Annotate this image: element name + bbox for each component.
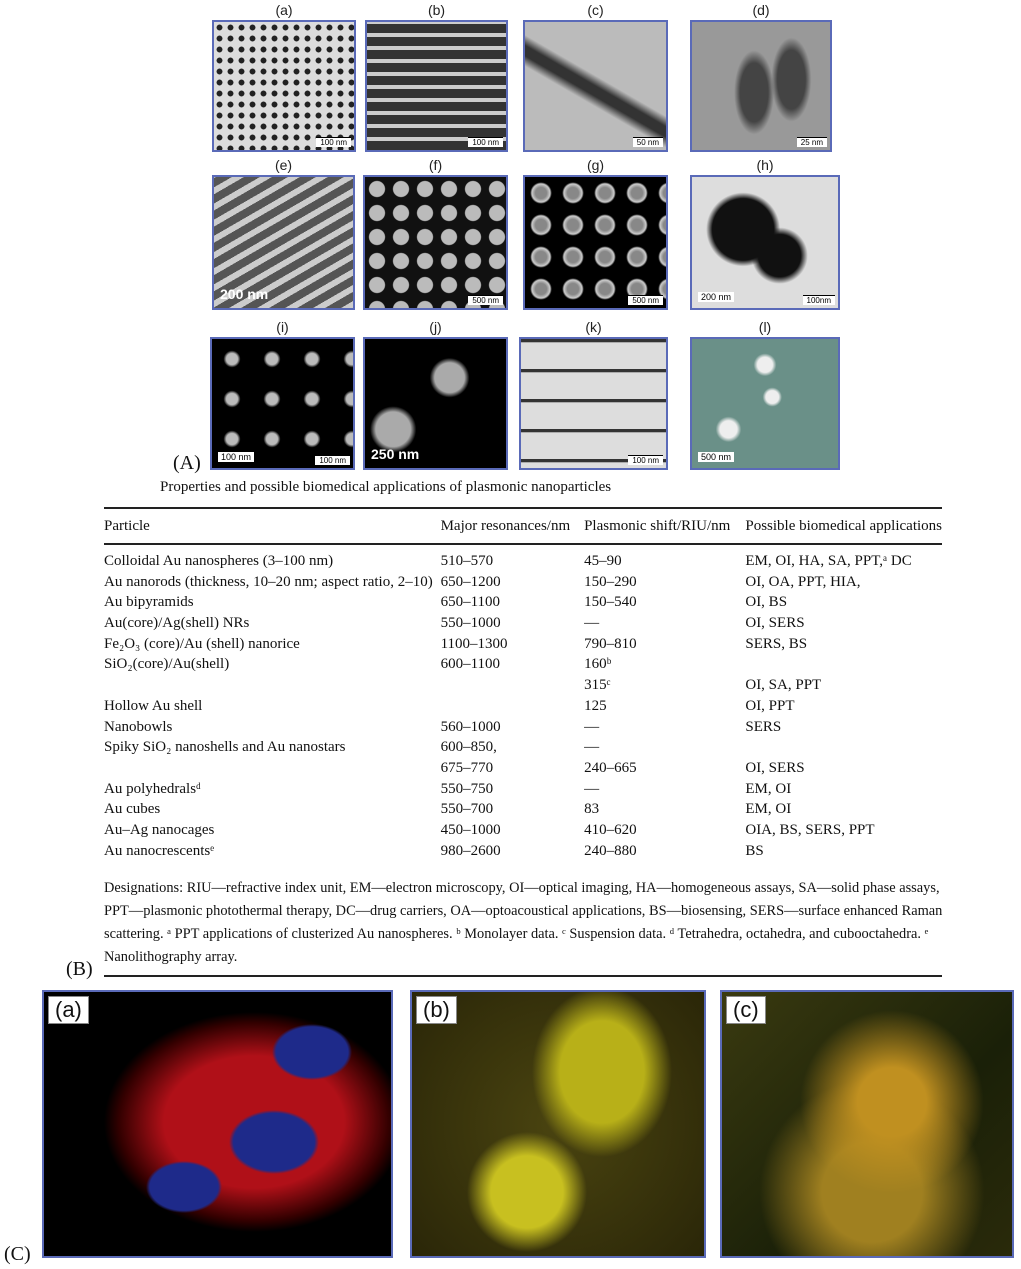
table-cell: 600–1100: [440, 656, 501, 673]
nanoparticle-micrograph: [523, 20, 668, 152]
table-cell: 315ᶜ: [584, 677, 611, 694]
table-cell: Au(core)/Ag(shell) NRs: [104, 615, 250, 632]
panel-a-sublabel: (f): [428, 157, 443, 173]
header-shift: Plasmonic shift/RIU/nm: [584, 508, 745, 544]
table-footnote: Designations: RIU—refractive index unit, EM—electron microscopy, OI—optical imaging, HA—homogeneous assays, SA—solid phase assays, PPT—plasmonic photothermal therapy, DC—drug carriers, OA—optoacoustical applications, BS—biosensing, SERS—surface enhanced Raman scattering. ᵃ PPT applications of clusterized Au nanospheres. ᵇ Monolayer data. ᶜ Suspension data. ᵈ Tetrahedra, octahedra, and cubooctahedra. ᵉ Nanolithography array.: [104, 880, 943, 965]
table-row: [104, 698, 942, 719]
table-cell: 1100–1300: [440, 635, 508, 652]
table-cell: [104, 760, 441, 781]
table-cell: 410–620: [584, 821, 637, 838]
panel-a-sublabel: (i): [276, 319, 289, 335]
table-row: [104, 636, 942, 657]
table-cell: [745, 739, 942, 760]
panel-c-label: (C): [4, 1243, 31, 1265]
table-cell: 790–810: [584, 635, 637, 652]
nanoparticle-micrograph: [690, 20, 832, 152]
nanoparticle-micrograph: [363, 337, 508, 470]
panel-a-sublabel: (a): [275, 2, 293, 18]
table-cell: OI, SERS: [745, 759, 805, 776]
table-bottom-rule: [104, 975, 942, 977]
table-cell: 550–750: [440, 780, 494, 797]
table-cell: 150–540: [584, 594, 637, 611]
table-cell: 600–850,: [440, 739, 497, 756]
nanoparticle-micrograph: [365, 20, 508, 152]
table-cell: EM, OI: [745, 801, 792, 818]
table-row: [104, 739, 942, 760]
panel-a-sublabel: (b): [427, 2, 446, 18]
table-cell: Au cubes: [104, 801, 161, 818]
panel-a-sublabel: (k): [585, 319, 602, 335]
table-cell: 650–1200: [440, 573, 501, 590]
table-cell: 240–665: [584, 759, 637, 776]
table-cell: Au–Ag nanocages: [104, 821, 215, 838]
table-cell: Hollow Au shell: [104, 697, 203, 714]
nanoparticle-micrograph: [212, 175, 355, 310]
table-cell: 160ᵇ: [584, 656, 612, 673]
scale-bar-label: 100 nm: [628, 455, 663, 465]
scale-bar-label: 200 nm: [698, 292, 734, 302]
table-cell: OI, SA, PPT: [745, 677, 822, 694]
darkfield-image-b: [410, 990, 706, 1258]
header-applications: Possible biomedical applications: [745, 508, 942, 544]
table-cell: 450–1000: [440, 821, 501, 838]
panel-a-sublabel: (g): [586, 157, 605, 173]
table-row: [104, 843, 942, 864]
nanoparticle-micrograph: [523, 175, 668, 310]
table-cell: [441, 698, 584, 719]
table-row: [104, 574, 942, 595]
table-cell: 550–700: [440, 801, 494, 818]
inset-scale-bar-label: 100 nm: [315, 455, 350, 465]
table-cell: Au nanocrescentsᵉ: [104, 842, 215, 859]
header-resonances: Major resonances/nm: [441, 508, 584, 544]
panel-c-c-label: (c): [726, 996, 766, 1024]
table-cell: SERS: [745, 718, 782, 735]
scale-bar-label: 500 nm: [628, 295, 663, 305]
table-cell: 650–1100: [440, 594, 501, 611]
panel-a-sublabel: (e): [274, 157, 293, 173]
table-cell: 83: [584, 801, 600, 818]
table-cell: Au polyhedralsᵈ: [104, 780, 201, 797]
table-cell: [104, 677, 441, 698]
table-cell: —: [584, 739, 600, 756]
table-row: [104, 781, 942, 802]
table-cell: SERS, BS: [745, 635, 808, 652]
scale-bar-label: 200 nm: [220, 286, 269, 302]
table-cell: 45–90: [584, 553, 622, 569]
properties-table: [104, 507, 942, 863]
header-particle: Particle: [104, 508, 441, 544]
table-cell: OI, SERS: [745, 615, 805, 632]
table-cell: [745, 656, 942, 677]
table-cell: BS: [745, 842, 764, 859]
panel-c-b-label: (b): [416, 996, 457, 1024]
table-cell: OI, BS: [745, 594, 788, 611]
scale-bar-label: 500 nm: [698, 452, 734, 462]
table-cell: OI, OA, PPT, HIA,: [745, 573, 861, 590]
table-cell: —: [584, 780, 600, 797]
table-row: [104, 801, 942, 822]
nanoparticle-micrograph: [690, 175, 840, 310]
nanoparticle-micrograph: [210, 337, 355, 470]
table-title: Properties and possible biomedical applications of plasmonic nanoparticles: [160, 479, 612, 495]
table-row: [104, 553, 942, 574]
table-cell: SiO₂(core)/Au(shell): [104, 656, 230, 673]
table-cell: Au bipyramids: [104, 594, 194, 611]
table-row: [104, 656, 942, 677]
panel-c-a-label: (a): [48, 996, 89, 1024]
nanoparticle-micrograph: [519, 337, 668, 470]
table-cell: 980–2600: [440, 842, 501, 859]
table-row: [104, 677, 942, 698]
table-cell: Colloidal Au nanospheres (3–100 nm): [104, 553, 334, 569]
table-cell: 150–290: [584, 573, 637, 590]
panel-a-label: (A): [173, 452, 201, 474]
table-cell: Au nanorods (thickness, 10–20 nm; aspect ratio, 2–10): [104, 573, 433, 590]
table-cell: —: [584, 615, 600, 632]
panel-b-label: (B): [66, 958, 93, 980]
table-cell: [441, 677, 584, 698]
table-cell: 510–570: [440, 553, 494, 569]
table-row: [104, 760, 942, 781]
table-row: [104, 615, 942, 636]
darkfield-image-c: [720, 990, 1014, 1258]
nanoparticle-micrograph: [690, 337, 840, 470]
table-cell: OIA, BS, SERS, PPT: [745, 821, 875, 838]
panel-a-sublabel: (j): [429, 319, 442, 335]
panel-a-sublabel: (l): [758, 319, 772, 335]
nanoparticle-micrograph: [212, 20, 356, 152]
inset-scale-bar-label: 100nm: [803, 295, 835, 305]
panel-a-sublabel: (c): [587, 2, 604, 18]
panel-a-sublabel: (d): [752, 2, 770, 18]
table-cell: 240–880: [584, 842, 637, 859]
table-cell: 560–1000: [440, 718, 501, 735]
table-cell: 550–1000: [440, 615, 501, 632]
table-cell: 675–770: [440, 759, 494, 776]
table-cell: Nanobowls: [104, 718, 173, 735]
table-cell: —: [584, 718, 600, 735]
nanoparticle-micrograph: [363, 175, 508, 310]
table-cell: EM, OI: [745, 780, 792, 797]
table-cell: Spiky SiO₂ nanoshells and Au nanostars: [104, 739, 346, 756]
table-cell: Fe₂O₃ (core)/Au (shell) nanorice: [104, 635, 300, 652]
table-row: [104, 594, 942, 615]
table-cell: EM, OI, HA, SA, PPT,ᵃ DC: [745, 553, 912, 569]
table-cell: 125: [584, 697, 607, 714]
panel-a-sublabel: (h): [756, 157, 774, 173]
scale-bar-label: 25 nm: [797, 137, 827, 147]
table-row: [104, 719, 942, 740]
scale-bar-label: 100 nm: [218, 452, 254, 462]
scale-bar-label: 100 nm: [316, 137, 351, 147]
scale-bar-label: 250 nm: [371, 446, 420, 462]
cell-fluorescence-image: [42, 990, 393, 1258]
scale-bar-label: 50 nm: [633, 137, 663, 147]
scale-bar-label: 500 nm: [468, 295, 503, 305]
table-row: [104, 822, 942, 843]
table-cell: OI, PPT: [745, 697, 795, 714]
table-header-row: [104, 508, 942, 544]
scale-bar-label: 100 nm: [468, 137, 503, 147]
